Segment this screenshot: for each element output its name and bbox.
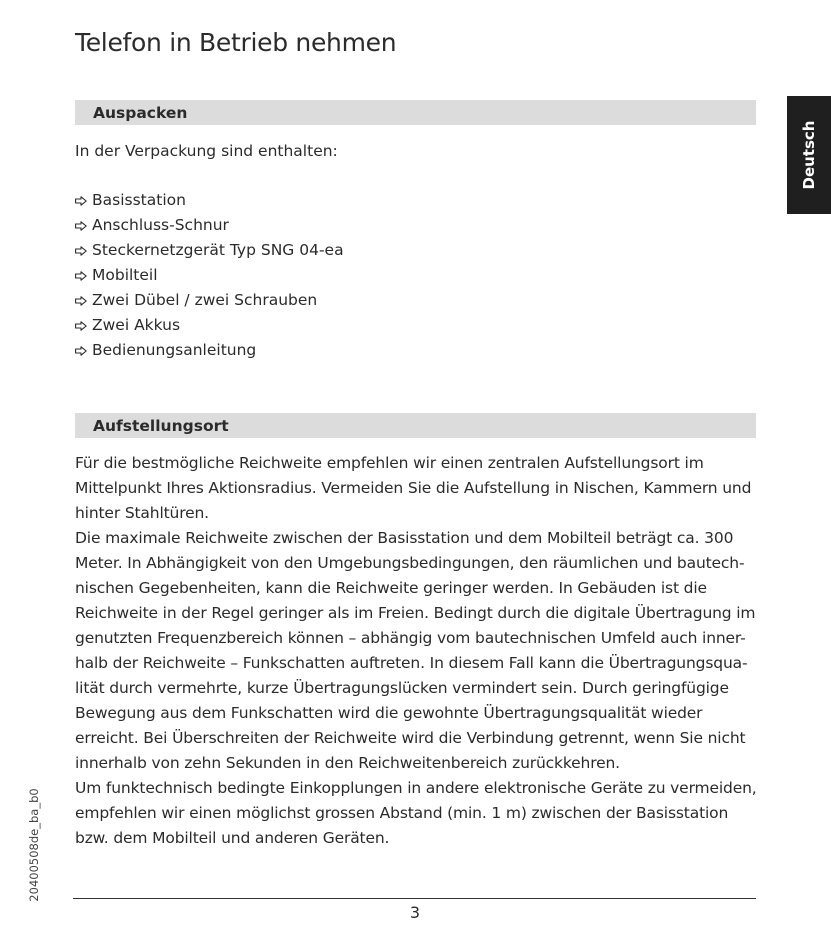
list-item (75, 238, 344, 263)
list-item-label: Zwei Dübel / zwei Schrauben (92, 291, 318, 309)
text-line: Für die bestmögliche Reichweite empfehlen wir einen zentralen Aufstellungsort im (75, 454, 704, 472)
arrow-right-icon (75, 196, 87, 206)
arrow-right-icon (75, 296, 87, 306)
text-line: Mittelpunkt Ihres Aktionsradius. Vermeiden Sie die Aufstellung in Nischen, Kammern und (75, 479, 752, 497)
unpacking-intro: In der Verpackung sind enthalten: (75, 142, 338, 160)
text-line: halb der Reichweite – Funkschatten auftreten. In diesem Fall kann die Übertragungsqua- (75, 654, 748, 672)
paragraph-range (75, 526, 765, 776)
list-item-label: Basisstation (92, 191, 186, 209)
list-item (75, 188, 344, 213)
text-line: Die maximale Reichweite zwischen der Basisstation und dem Mobilteil beträgt ca. 300 (75, 529, 734, 547)
list-item (75, 263, 344, 288)
footer-divider (73, 898, 756, 899)
text-line: Reichweite in der Regel geringer als im Freien. Bedingt durch die digitale Übertragung im (75, 604, 756, 622)
text-line: nischen Gegebenheiten, kann die Reichweite geringer werden. In Gebäuden ist die (75, 579, 707, 597)
list-item-label: Bedienungsanleitung (92, 341, 257, 359)
list-item-label: Steckernetzgerät Typ SNG 04-ea (92, 241, 344, 259)
paragraph-interference (75, 776, 765, 851)
text-line: Um funktechnisch bedingte Einkopplungen in andere elektronische Geräte zu vermeiden, (75, 779, 757, 797)
document-code: 20400508de_ba_b0 (27, 788, 41, 902)
list-item-label: Mobilteil (92, 266, 158, 284)
arrow-right-icon (75, 221, 87, 231)
text-line: hinter Stahltüren. (75, 504, 209, 522)
text-line: bzw. dem Mobilteil und anderen Geräten. (75, 829, 390, 847)
arrow-right-icon (75, 321, 87, 331)
text-line: erreicht. Bei Überschreiten der Reichweite wird die Verbindung getrennt, wenn Sie nicht (75, 729, 746, 747)
arrow-right-icon (75, 346, 87, 356)
arrow-right-icon (75, 246, 87, 256)
list-item (75, 338, 344, 363)
arrow-right-icon (75, 271, 87, 281)
language-tab (787, 96, 831, 214)
text-line: Meter. In Abhängigkeit von den Umgebungsbedingungen, den räumlichen und bautech- (75, 554, 745, 572)
list-item (75, 213, 344, 238)
location-body (75, 451, 765, 851)
page-number: 3 (409, 903, 421, 922)
language-tab-label: Deutsch (800, 120, 818, 190)
list-item (75, 288, 344, 313)
text-line: Bewegung aus dem Funkschatten wird die gewohnte Übertragungsqualität wieder (75, 704, 703, 722)
list-item-label: Zwei Akkus (92, 316, 181, 334)
list-item-label: Anschluss-Schnur (92, 216, 229, 234)
list-item (75, 313, 344, 338)
section-heading-location: Aufstellungsort (75, 413, 756, 438)
text-line: empfehlen wir einen möglichst grossen Abstand (min. 1 m) zwischen der Basisstation (75, 804, 729, 822)
text-line: innerhalb von zehn Sekunden in den Reichweitenbereich zurückkehren. (75, 754, 620, 772)
text-line: genutzten Frequenzbereich können – abhängig vom bautechnischen Umfeld auch inner- (75, 629, 746, 647)
section-heading-unpacking: Auspacken (75, 100, 756, 125)
page-title: Telefon in Betrieb nehmen (75, 28, 397, 57)
paragraph-placement (75, 451, 765, 526)
text-line: lität durch vermehrte, kurze Übertragungslücken vermindert sein. Durch geringfügige (75, 679, 729, 697)
package-contents-list (75, 188, 344, 363)
